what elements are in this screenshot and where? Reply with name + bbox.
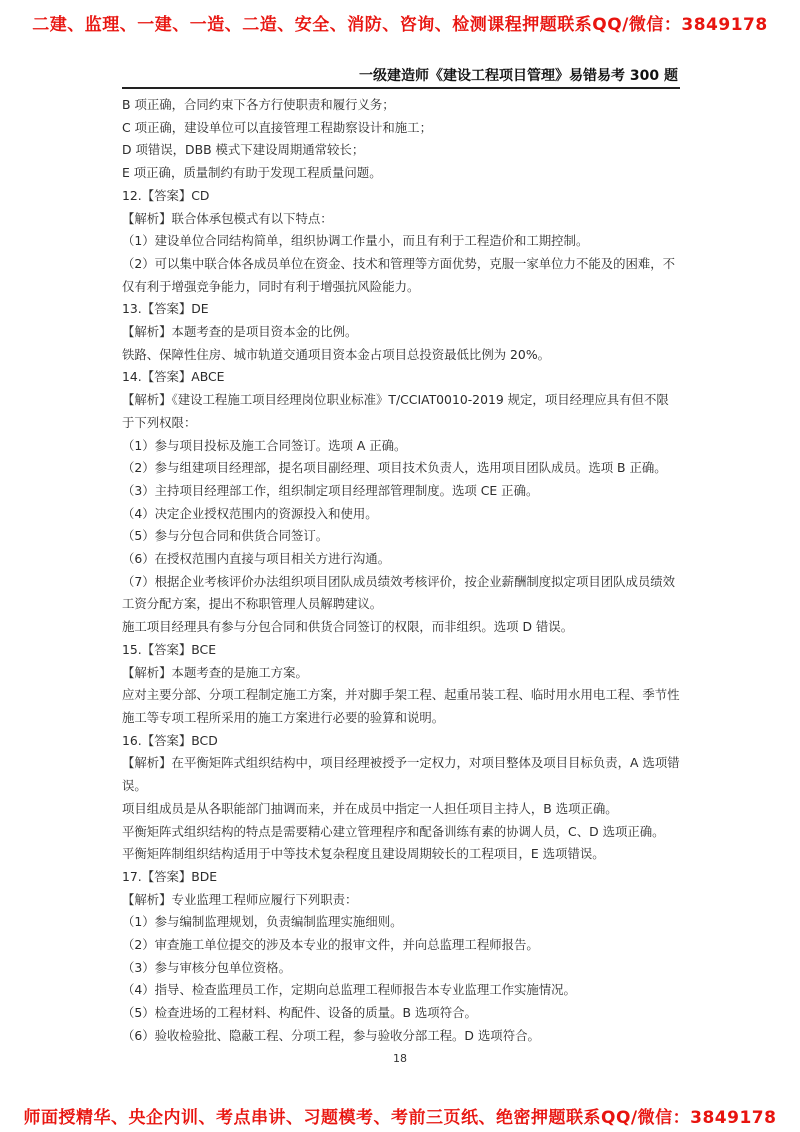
paragraph: （2）审查施工单位提交的涉及本专业的报审文件，并向总监理工程师报告。 xyxy=(122,937,539,953)
paragraph: （1）参与编制监理规划，负责编制监理实施细则。 xyxy=(122,914,403,930)
answer-heading: 17.【答案】BDE xyxy=(122,868,218,884)
paragraph: （2）参与组建项目经理部，提名项目副经理、项目技术负责人，选用项目团队成员。选项 B 正确。 xyxy=(122,460,667,476)
paragraph: 【解析】联合体承包模式有以下特点： xyxy=(122,210,333,226)
paragraph: （2）可以集中联合体各成员单位在资金、技术和管理等方面优势，克服一家单位力不能及的困难，不仅有利于增强竞争能力，同时有利于增强抗风险能力。 xyxy=(122,255,676,294)
answer-heading: 16.【答案】BCD xyxy=(122,732,218,748)
answer-heading: 12.【答案】CD xyxy=(122,187,210,203)
paragraph: （1）参与项目投标及施工合同签订。选项 A 正确。 xyxy=(122,437,407,453)
answer-heading: 14.【答案】ABCE xyxy=(122,369,225,385)
paragraph: E 项正确，质量制约有助于发现工程质量问题。 xyxy=(122,165,382,181)
paragraph: （1）建设单位合同结构简单，组织协调工作量小，而且有利于工程造价和工期控制。 xyxy=(122,233,589,249)
paragraph: 平衡矩阵式组织结构的特点是需要精心建立管理程序和配备训练有素的协调人员，C、D 选项正确。 xyxy=(122,823,665,839)
paragraph: 应对主要分部、分项工程制定施工方案，并对脚手架工程、起重吊装工程、临时用水用电工程、季节性施工等专项工程所采用的施工方案进行必要的验算和说明。 xyxy=(122,687,680,725)
paragraph: 【解析】专业监理工程师应履行下列职责： xyxy=(122,891,358,907)
paragraph: 【解析】本题考查的是项目资本金的比例。 xyxy=(122,324,358,340)
paragraph: （5）检查进场的工程材料、构配件、设备的质量。B 选项符合。 xyxy=(122,1005,477,1021)
promo-banner-top: 二建、监理、一建、一造、二造、安全、消防、咨询、检测课程押题联系QQ/微信：3849178 xyxy=(32,15,768,35)
paragraph: 项目组成员是从各职能部门抽调而来，并在成员中指定一人担任项目主持人，B 选项正确。 xyxy=(122,800,618,816)
paragraph: （6）在授权范围内直接与项目相关方进行沟通。 xyxy=(122,551,391,567)
paragraph: 【解析】在平衡矩阵式组织结构中，项目经理被授予一定权力，对项目整体及项目目标负责，A 选项错误。 xyxy=(122,755,680,794)
paragraph: B 项正确，合同约束下各方行使职责和履行义务； xyxy=(122,97,395,112)
paragraph: （3）参与审核分包单位资格。 xyxy=(122,959,291,975)
paragraph: （7）根据企业考核评价办法组织项目团队成员绩效考核评价，按企业薪酬制度拟定项目团队成员绩效工资分配方案，提出不称职管理人员解聘建议。 xyxy=(122,573,676,612)
running-head: 一级建造师《建设工程项目管理》易错易考 300 题 xyxy=(359,68,678,84)
answer-heading: 15.【答案】BCE xyxy=(122,641,217,657)
header-rule xyxy=(122,87,680,89)
paragraph: （5）参与分包合同和供货合同签订。 xyxy=(122,528,329,544)
paragraph: 铁路、保障性住房、城市轨道交通项目资本金占项目总投资最低比例为 20%。 xyxy=(122,346,550,362)
paragraph: 施工项目经理具有参与分包合同和供货合同签订的权限，而非组织。选项 D 错误。 xyxy=(122,619,574,635)
page-number: 18 xyxy=(393,1052,407,1065)
paragraph: （6）验收检验批、隐蔽工程、分项工程，参与验收分部工程。D 选项符合。 xyxy=(122,1027,540,1043)
paragraph: （3）主持项目经理部工作，组织制定项目经理部管理制度。选项 CE 正确。 xyxy=(122,482,539,498)
paragraph: 【解析】本题考查的是施工方案。 xyxy=(122,664,308,680)
paragraph: D 项错误，DBB 模式下建设周期通常较长； xyxy=(122,142,365,158)
paragraph: （4）指导、检查监理员工作，定期向总监理工程师报告本专业监理工作实施情况。 xyxy=(122,982,576,998)
answer-explanations xyxy=(122,94,680,1048)
answer-heading: 13.【答案】DE xyxy=(122,301,209,317)
paragraph: 平衡矩阵制组织结构适用于中等技术复杂程度且建设周期较长的工程项目，E 选项错误。 xyxy=(122,846,605,862)
paragraph: （4）决定企业授权范围内的资源投入和使用。 xyxy=(122,505,378,521)
paragraph: C 项正确，建设单位可以直接管理工程勘察设计和施工； xyxy=(122,119,432,135)
promo-banner-bottom: 师面授精华、央企内训、考点串讲、习题模考、考前三页纸、绝密押题联系QQ/微信：3849178 xyxy=(23,1108,777,1128)
paragraph: 【解析】《建设工程施工项目经理岗位职业标准》T/CCIAT0010-2019 规定，项目经理应具有但不限于下列权限： xyxy=(122,392,669,430)
